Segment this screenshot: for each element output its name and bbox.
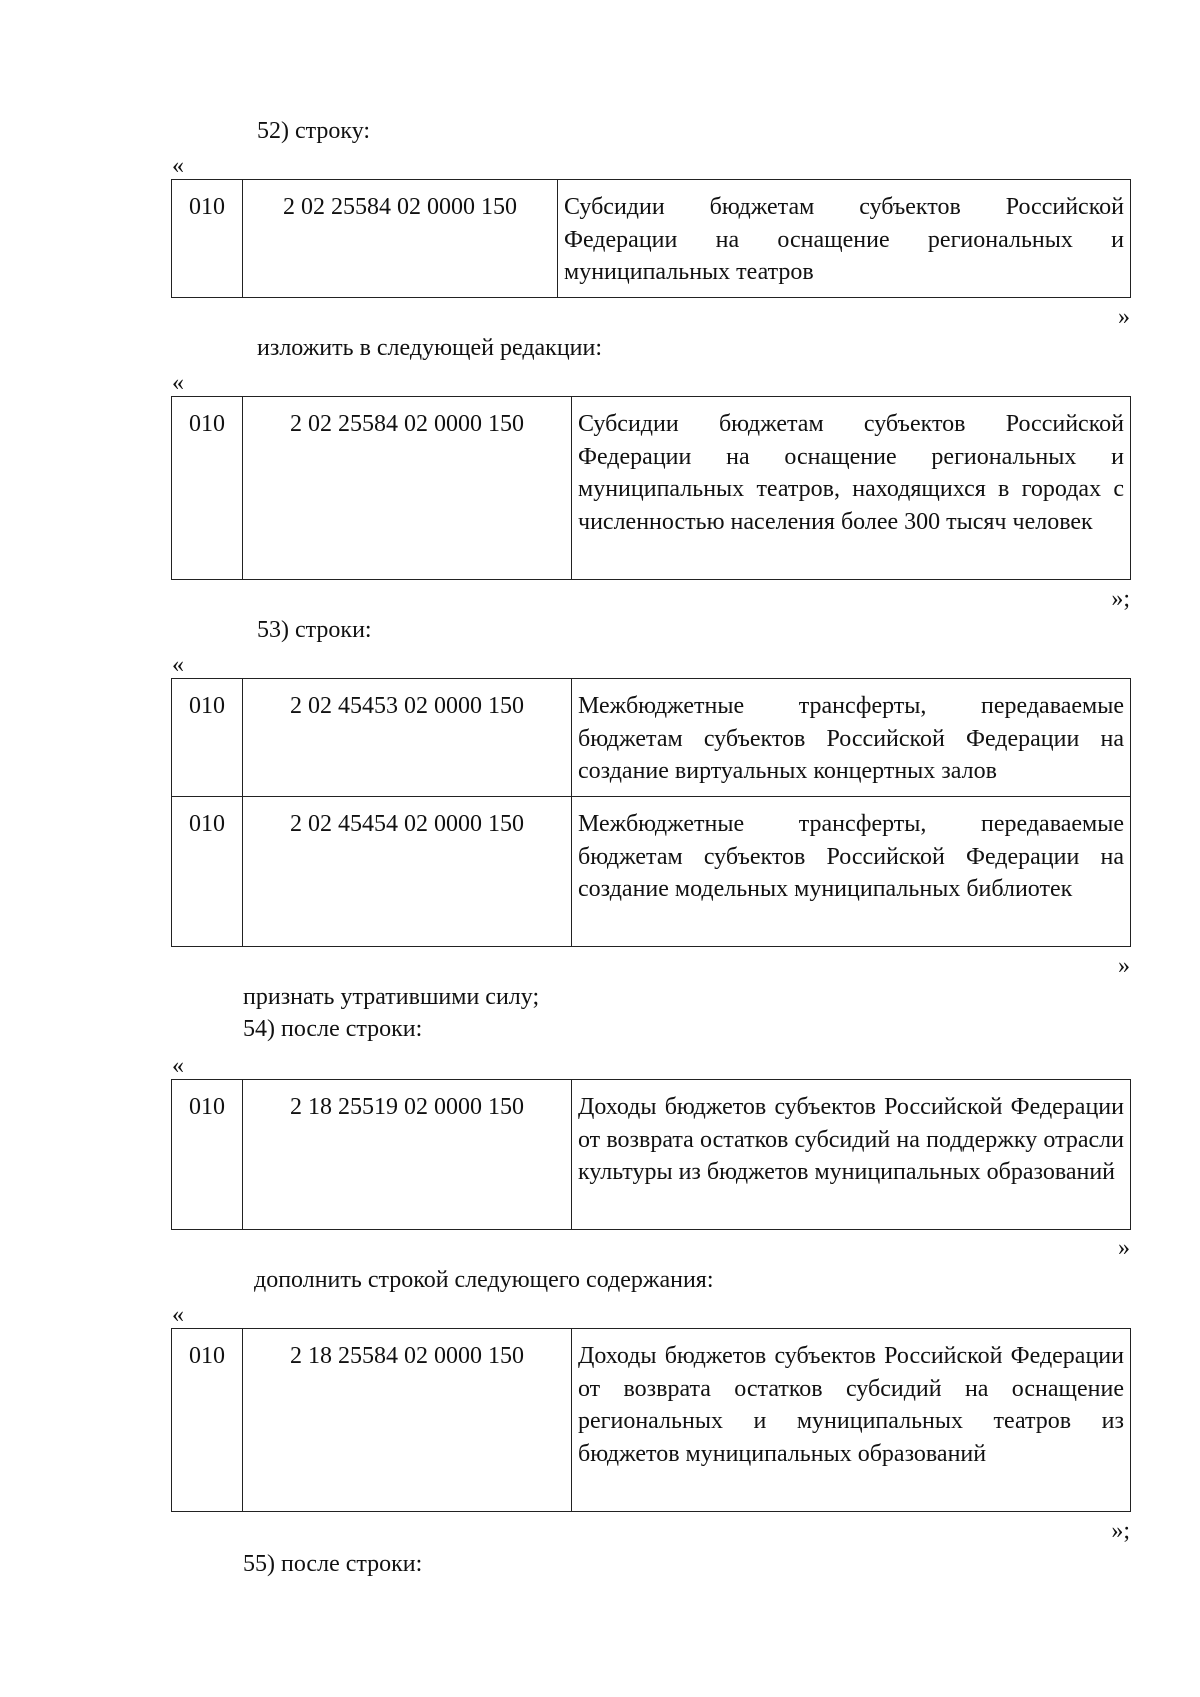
budget-code-cell: 2 18 25584 02 0000 150 — [243, 1329, 572, 1512]
item-55-heading: 55) после строки: — [243, 1551, 423, 1577]
table-row — [172, 1080, 1131, 1230]
close-quote: » — [1118, 304, 1130, 330]
budget-code-cell: 2 02 25584 02 0000 150 — [243, 397, 572, 580]
budget-code-cell: 2 02 45454 02 0000 150 — [243, 797, 572, 947]
admin-code-cell: 010 — [172, 1080, 243, 1230]
close-quote: » — [1118, 953, 1130, 979]
admin-code-cell: 010 — [172, 797, 243, 947]
table-row — [172, 679, 1131, 797]
amendment-table — [171, 396, 1131, 580]
budget-code-cell: 2 02 25584 02 0000 150 — [243, 180, 558, 298]
table-row — [172, 180, 1131, 298]
admin-code-cell: 010 — [172, 679, 243, 797]
budget-code-cell: 2 18 25519 02 0000 150 — [243, 1080, 572, 1230]
item-52-heading: 52) строку: — [257, 118, 371, 144]
close-quote: »; — [1111, 586, 1130, 612]
item-54-heading: 54) после строки: — [243, 1016, 423, 1042]
repeal-text: признать утратившими силу; — [243, 984, 540, 1010]
close-quote: » — [1118, 1235, 1130, 1261]
admin-code-cell: 010 — [172, 180, 243, 298]
add-heading: дополнить строкой следующего содержания: — [254, 1267, 714, 1293]
table-row — [172, 397, 1131, 580]
description-cell: Доходы бюджетов субъектов Российской Федерации от возврата остатков субсидий на поддержку отрасли культуры из бюджетов муниципальных образований — [572, 1080, 1131, 1230]
admin-code-cell: 010 — [172, 1329, 243, 1512]
description-cell: Межбюджетные трансферты, передаваемые бюджетам субъектов Российской Федерации на создание виртуальных концертных залов — [572, 679, 1131, 797]
close-quote: »; — [1111, 1518, 1130, 1544]
open-quote: « — [172, 1302, 184, 1328]
amendment-table — [171, 1079, 1131, 1230]
open-quote: « — [172, 153, 184, 179]
description-cell: Доходы бюджетов субъектов Российской Федерации от возврата остатков субсидий на оснащение региональных и муниципальных театров из бюджетов муниципальных образований — [572, 1329, 1131, 1512]
amendment-table — [171, 678, 1131, 947]
open-quote: « — [172, 652, 184, 678]
open-quote: « — [172, 370, 184, 396]
description-cell: Межбюджетные трансферты, передаваемые бюджетам субъектов Российской Федерации на создание модельных муниципальных библиотек — [572, 797, 1131, 947]
open-quote: « — [172, 1053, 184, 1079]
table-row — [172, 1329, 1131, 1512]
item-53-heading: 53) строки: — [257, 617, 372, 643]
description-cell: Субсидии бюджетам субъектов Российской Федерации на оснащение региональных и муниципальных театров, находящихся в городах с численностью населения более 300 тысяч человек — [572, 397, 1131, 580]
budget-code-cell: 2 02 45453 02 0000 150 — [243, 679, 572, 797]
table-row — [172, 797, 1131, 947]
amendment-table — [171, 1328, 1131, 1512]
replace-heading: изложить в следующей редакции: — [257, 335, 603, 361]
amendment-table — [171, 179, 1131, 298]
admin-code-cell: 010 — [172, 397, 243, 580]
description-cell: Субсидии бюджетам субъектов Российской Федерации на оснащение региональных и муниципальных театров — [558, 180, 1131, 298]
